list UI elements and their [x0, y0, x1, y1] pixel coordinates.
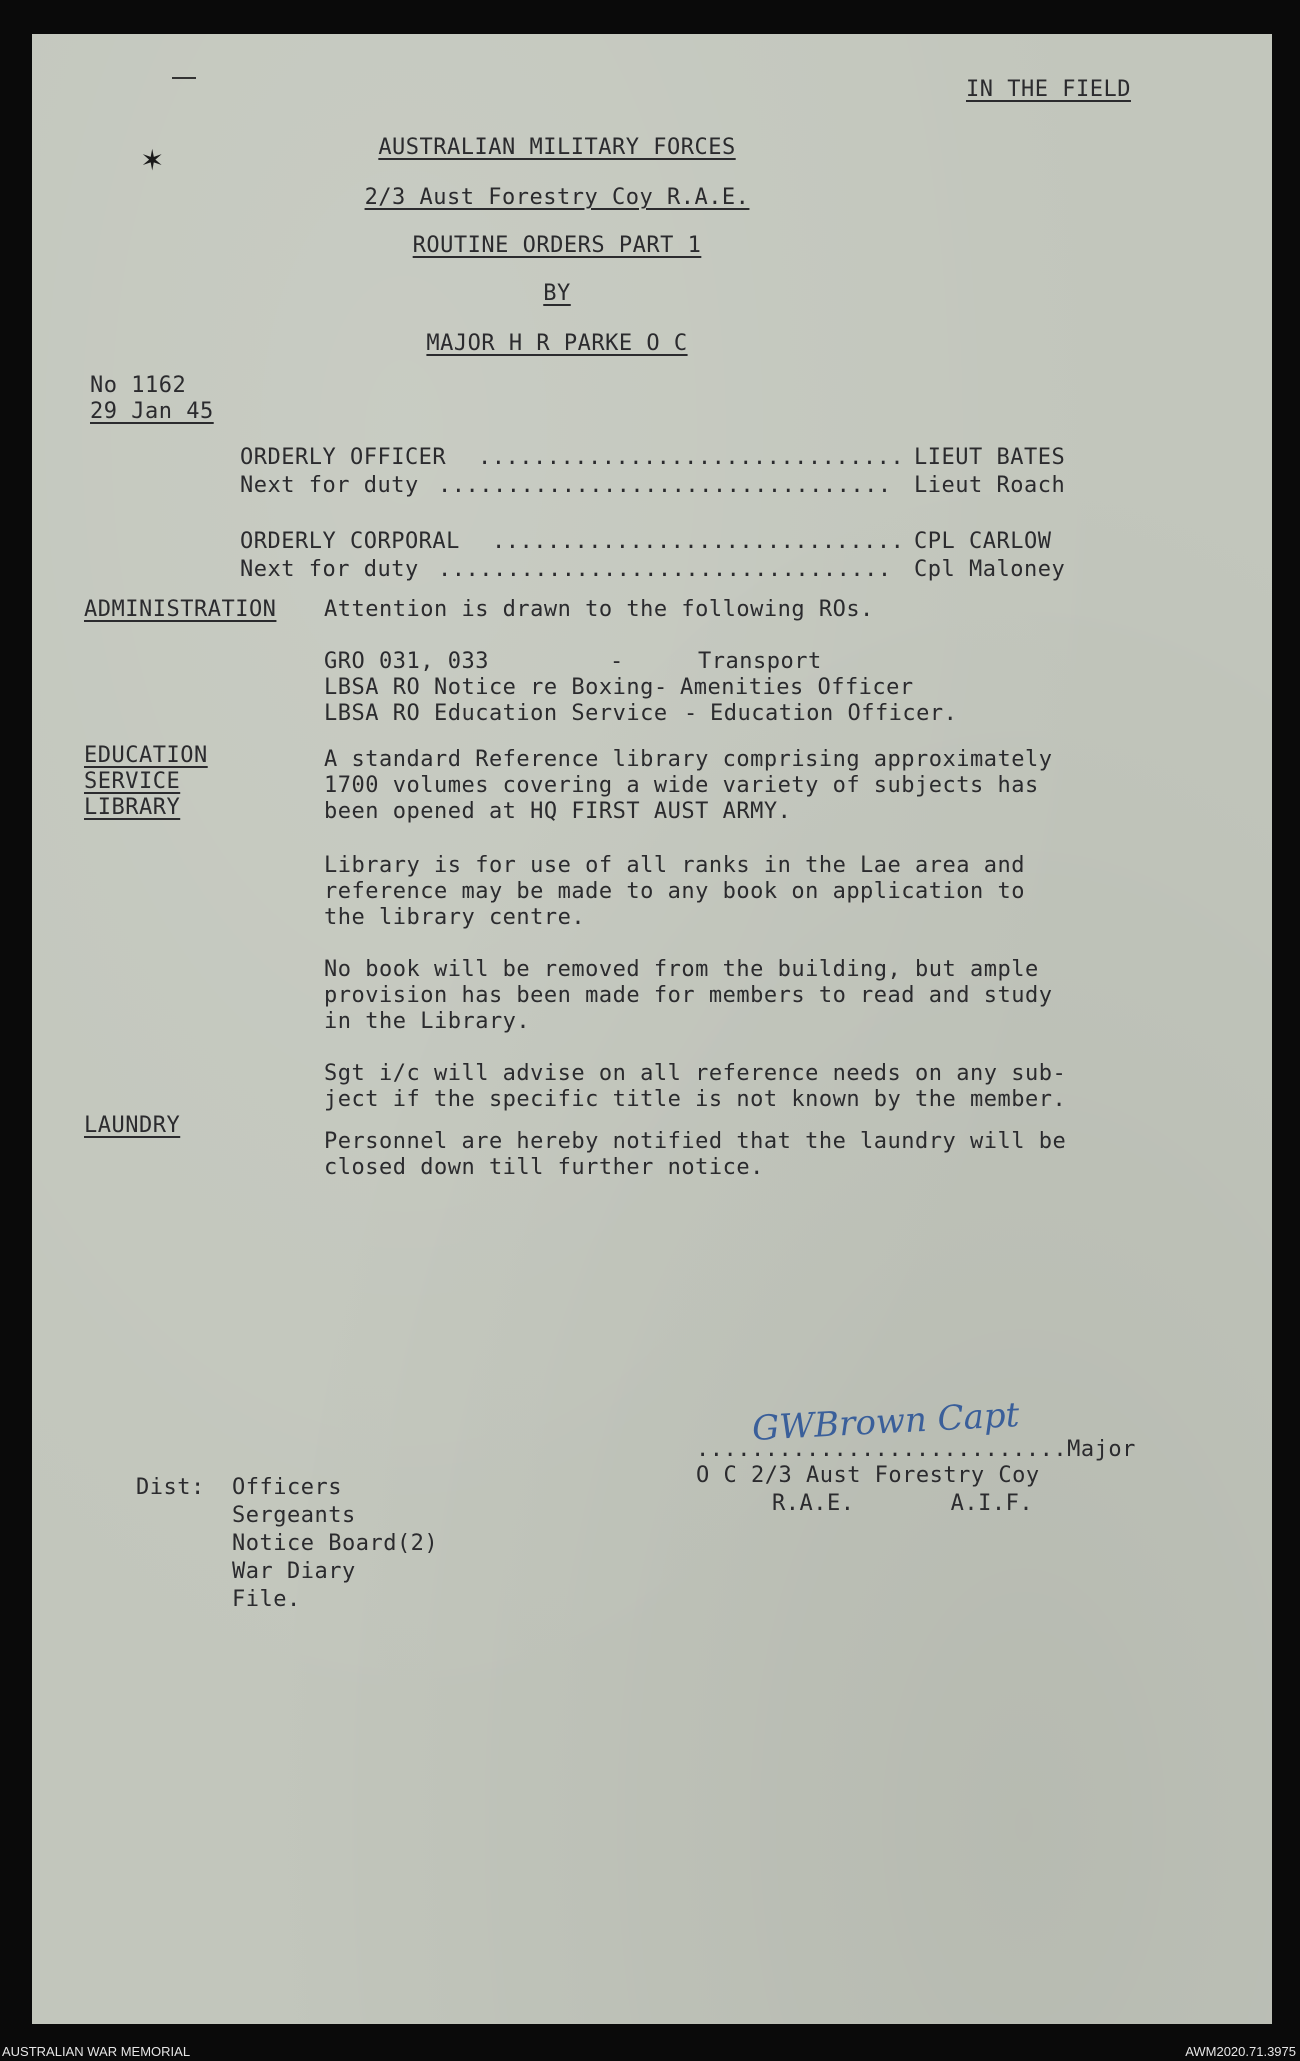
duty-name: Lieut Roach — [914, 473, 1066, 498]
unit-title: 2/3 Aust Forestry Coy R.A.E. — [364, 185, 750, 210]
signature-line: ...........................Major — [696, 1437, 1136, 1462]
distribution-item: Officers — [232, 1475, 342, 1500]
duty-role: Next for duty — [240, 473, 419, 498]
text-line: reference may be made to any book on application to — [324, 879, 1026, 904]
margin-mark — [172, 77, 196, 79]
text-line: ject if the specific title is not known by the member. — [324, 1087, 1067, 1112]
handwritten-signature: GWBrown Capt — [751, 1395, 1021, 1449]
administration-heading: ADMINISTRATION — [84, 597, 277, 622]
orders-title: ROUTINE ORDERS PART 1 — [412, 233, 702, 258]
text-line: in the Library. — [324, 1009, 531, 1034]
ro-reference: LBSA RO Education Service — [324, 701, 668, 726]
ro-dash: - — [610, 649, 624, 674]
signature-unit: O C 2/3 Aust Forestry Coy — [696, 1463, 1040, 1488]
education-heading-line: SERVICE — [84, 769, 181, 794]
distribution-item: Sergeants — [232, 1503, 356, 1528]
duty-role: ORDERLY OFFICER — [240, 445, 447, 470]
text-line: Library is for use of all ranks in the Lae area and — [324, 853, 1026, 878]
laundry-heading: LAUNDRY — [84, 1113, 181, 1138]
text-line: closed down till further notice. — [324, 1155, 764, 1180]
duty-name: LIEUT BATES — [914, 445, 1066, 470]
text-line: provision has been made for members to read and study — [324, 983, 1053, 1008]
text-line: Sgt i/c will advise on all reference needs on any sub- — [324, 1061, 1067, 1086]
education-heading-line: LIBRARY — [84, 795, 181, 820]
duty-leader: ................................. — [438, 557, 892, 582]
text-line: the library centre. — [324, 905, 586, 930]
footer-credit: AUSTRALIAN WAR MEMORIAL — [2, 2044, 191, 2059]
ro-subject: Transport — [698, 649, 822, 674]
forces-title: AUSTRALIAN MILITARY FORCES — [378, 135, 736, 160]
education-heading-line: EDUCATION — [84, 743, 208, 768]
footer-reference: AWM2020.71.3975 — [1185, 2044, 1296, 2059]
distribution-item: War Diary — [232, 1559, 356, 1584]
order-number: No 1162 — [90, 373, 187, 398]
distribution-item: File. — [232, 1587, 301, 1612]
administration-intro: Attention is drawn to the following ROs. — [324, 597, 874, 622]
text-line: A standard Reference library comprising approximately — [324, 747, 1053, 772]
text-line: been opened at HQ FIRST AUST ARMY. — [324, 799, 792, 824]
duty-name: CPL CARLOW — [914, 529, 1052, 554]
duty-role: Next for duty — [240, 557, 419, 582]
officer-line: MAJOR H R PARKE O C — [426, 331, 688, 356]
distribution-label: Dist: — [136, 1475, 205, 1500]
ro-reference: GRO 031, 033 — [324, 649, 489, 674]
order-date: 29 Jan 45 — [90, 399, 214, 424]
in-the-field: IN THE FIELD — [966, 77, 1131, 102]
ro-subject: Amenities Officer — [680, 675, 914, 700]
text-line: 1700 volumes covering a wide variety of subjects has — [324, 773, 1039, 798]
signature-corps: R.A.E. A.I.F. — [772, 1491, 1034, 1516]
document-page — [32, 34, 1272, 2024]
ro-dash: - — [654, 675, 668, 700]
duty-leader: ................................. — [438, 473, 892, 498]
duty-name: Cpl Maloney — [914, 557, 1066, 582]
distribution-item: Notice Board(2) — [232, 1531, 439, 1556]
duty-role: ORDERLY CORPORAL — [240, 529, 460, 554]
text-line: Personnel are hereby notified that the laundry will be — [324, 1129, 1067, 1154]
ro-reference: LBSA RO Notice re Boxing — [324, 675, 654, 700]
by-line: BY — [543, 281, 571, 306]
duty-leader: .............................. — [492, 529, 905, 554]
punch-hole-icon: ✶ — [142, 139, 163, 179]
ro-dash: - — [684, 701, 698, 726]
text-line: No book will be removed from the building, but ample — [324, 957, 1039, 982]
duty-leader: ............................... — [478, 445, 905, 470]
ro-subject: Education Officer. — [710, 701, 958, 726]
